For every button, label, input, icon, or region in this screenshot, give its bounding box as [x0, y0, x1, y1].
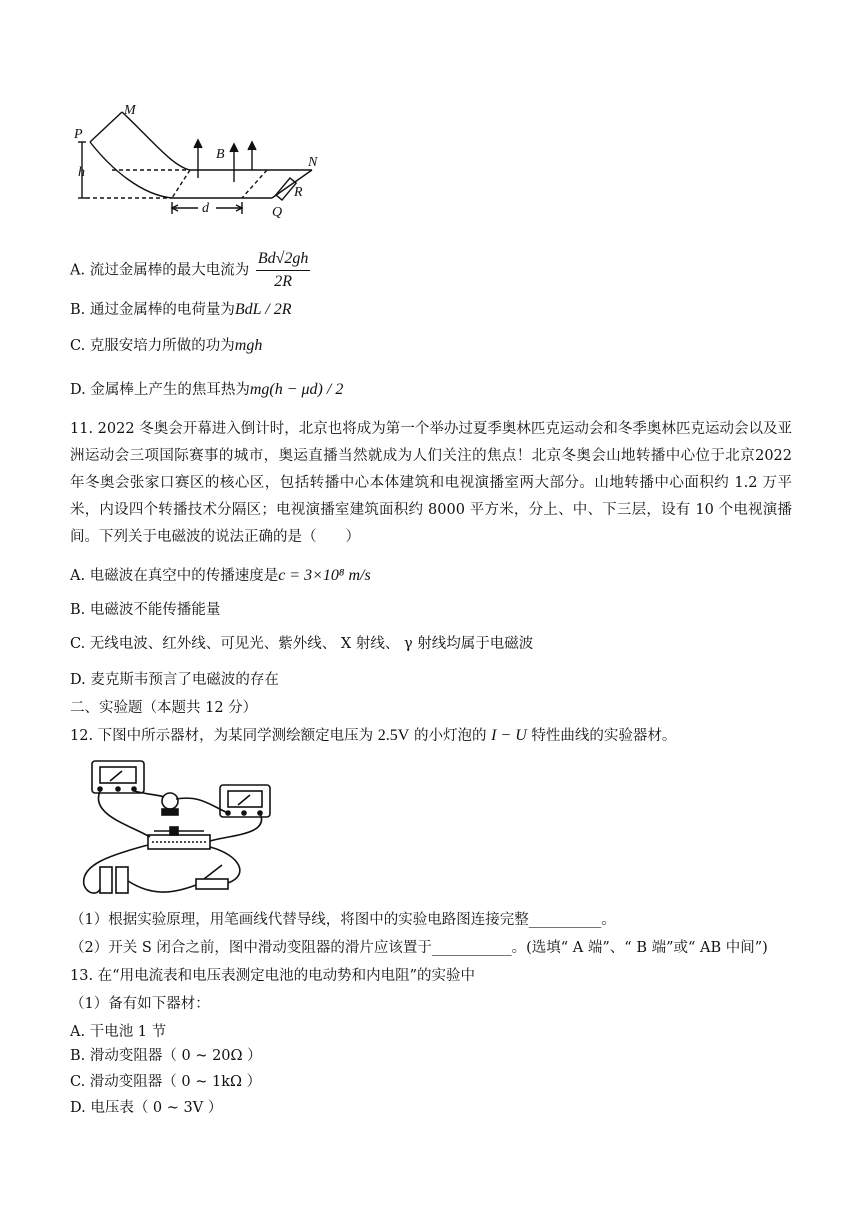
rails-figure [72, 100, 332, 230]
q12-voltage: 2.5V [377, 727, 410, 744]
q13-option-a: A. 干电池 1 节 [70, 1024, 167, 1040]
label-q: Q [272, 205, 283, 220]
max-current-fraction [256, 248, 311, 293]
fraction-denominator: 2R [274, 273, 292, 290]
label-b: B [216, 147, 225, 162]
label-d: d [202, 201, 209, 216]
q10-option-c [70, 336, 262, 356]
label-r: R [294, 185, 303, 200]
q12-part-1: （1）根据实验原理，用笔画线代替导线，将图中的实验电路图连接完整__________。 [70, 912, 616, 928]
q13-sub-1: （1）备有如下器材： [70, 996, 210, 1012]
q12-part-2: （2）开关 S 闭合之前，图中滑动变阻器的滑片应该置于___________。(选填“ A 端”、“ B 端”或“ AB 中间”) [70, 940, 768, 956]
q10-option-d-text: D. 金属棒上产生的焦耳热为 [70, 382, 250, 398]
q11-option-a-text: A. 电磁波在真空中的传播速度是 [70, 568, 279, 584]
q11-option-b: B. 电磁波不能传播能量 [70, 602, 221, 618]
apparatus-figure [70, 755, 290, 900]
q10-option-d [70, 380, 343, 400]
q12-stem-pre: 12. 下图中所示器材，为某同学测绘额定电压为 [70, 728, 374, 744]
label-m: M [124, 103, 136, 118]
q10-option-d-math: mg(h − μd) / 2 [249, 381, 344, 398]
q13-option-b: B. 滑动变阻器（ 0 ~ 20Ω ） [70, 1048, 262, 1064]
q13-stem: 13. 在“用电流表和电压表测定电池的电动势和内电阻”的实验中 [70, 968, 475, 984]
fraction-numerator: Bd√2gh [256, 248, 311, 271]
q10-option-a [70, 248, 310, 293]
q10-option-b-math: BdL / 2R [234, 301, 292, 318]
q10-option-b-text: B. 通过金属棒的电荷量为 [70, 302, 235, 318]
q12-stem [70, 726, 676, 746]
q10-option-a-text: A. 流过金属棒的最大电流为 [70, 262, 250, 279]
section-heading: 二、实验题（本题共 12 分） [70, 700, 258, 716]
q12-stem-mid: 的小灯泡的 [413, 728, 487, 744]
q11-option-d: D. 麦克斯韦预言了电磁波的存在 [70, 672, 279, 688]
q13-option-c: C. 滑动变阻器（ 0 ~ 1kΩ ） [70, 1074, 262, 1090]
q11-option-c: C. 无线电波、红外线、可见光、紫外线、 X 射线、 γ 射线均属于电磁波 [70, 636, 534, 652]
q10-option-c-math: mgh [234, 337, 263, 354]
q10-option-b [70, 300, 291, 320]
q11-option-a [70, 566, 371, 586]
label-h: h [78, 165, 85, 180]
label-p: P [74, 127, 83, 142]
q11-stem: 11. 2022 冬奥会开幕进入倒计时，北京也将成为第一个举办过夏季奥林匹克运动会和冬季奥林匹克运动会以及亚洲运动会三项国际赛事的城市，奥运直播当然就成为人们关注的焦点！北京冬奥会山地转播中心位于北京2022 年冬奥会张家口赛区的核心区，包括转播中心本体建筑和电视演播室两大部分。山地转播中心面积约 1.2 万平米，内设四个转播技术分隔区；电视演播室建筑面积约 8000 平方米，分上、中、下三层，设有 10 个电视演播间。下列关于电磁波的说法正确的是（ ） [70, 421, 792, 545]
q12-iu: I − U [491, 727, 527, 744]
q10-option-c-text: C. 克服安培力所做的功为 [70, 338, 235, 354]
q11-option-a-math: c = 3×10⁸ m/s [278, 567, 371, 584]
label-n: N [308, 155, 318, 170]
q12-stem-post: 特性曲线的实验器材。 [531, 728, 677, 744]
q13-option-d: D. 电压表（ 0 ~ 3V ） [70, 1100, 223, 1116]
